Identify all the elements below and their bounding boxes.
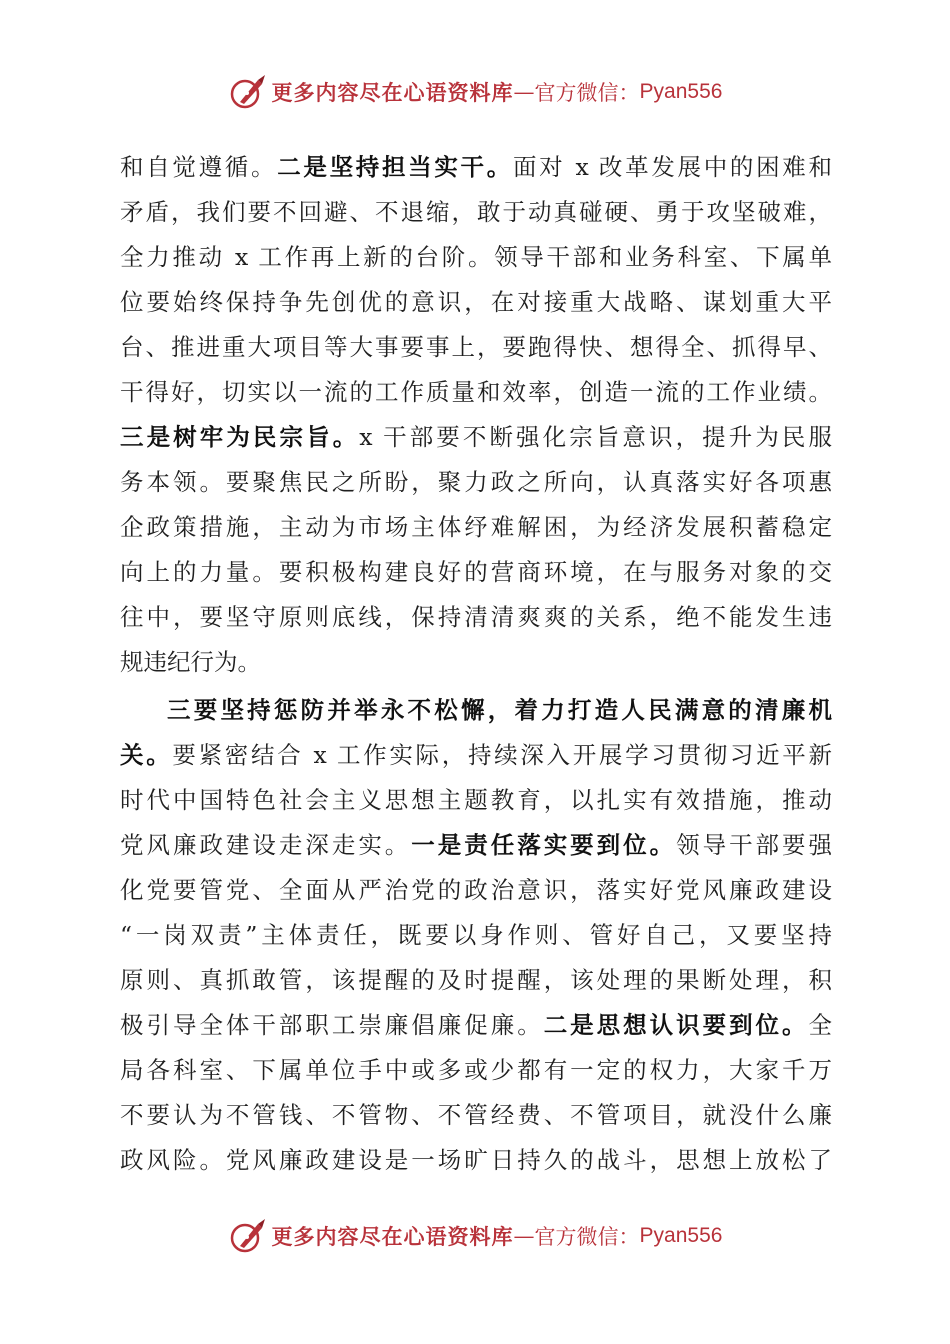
text-line: 企政策措施，主动为市场主体纾难解困，为经济发展积蓄稳定 (120, 513, 832, 541)
text-line: 干得好，切实以一流的工作质量和效率，创造一流的工作业绩。 (120, 378, 832, 406)
document-body (120, 145, 832, 1183)
text-line: 向上的力量。要积极构建良好的营商环境，在与服务对象的交 (120, 558, 832, 586)
text-run: 和自觉遵循。 (120, 153, 278, 181)
header-wechat-id: Pyan556 (639, 80, 723, 103)
text-line (120, 145, 832, 190)
pen-nib-circle-icon (228, 1216, 268, 1256)
text-line: “一岗双责”主体责任，既要以身作则、管好自己，又要坚持 (120, 921, 832, 949)
footer-wechat-id: Pyan556 (639, 1224, 723, 1247)
text-line: 规违纪行为。 (120, 648, 261, 676)
text-line: 往中，要坚守原则底线，保持清清爽爽的关系，绝不能发生违 (120, 603, 832, 631)
bold-heading: 关。 (120, 741, 173, 769)
text-run: 党风廉政建设走深走实。 (120, 831, 412, 859)
text-line: 化党要管党、全面从严治党的政治意识，落实好党风廉政建设 (120, 876, 832, 904)
bold-heading: 二是坚持担当实干。 (277, 153, 513, 181)
text-run: 极引导全体干部职工崇廉倡廉促廉。 (120, 1011, 544, 1039)
bold-heading: 二是思想认识要到位。 (543, 1011, 809, 1039)
header-dash: — (513, 80, 535, 104)
footer-banner (0, 1214, 950, 1258)
text-line: 全力推动 x 工作再上新的台阶。领导干部和业务科室、下属单 (120, 243, 832, 271)
header-brand-text: 更多内容尽在心语资料库 (271, 80, 514, 105)
text-line: 台、推进重大项目等大事要事上，要跑得快、想得全、抓得早、 (120, 333, 832, 361)
text-run: 全 (808, 1011, 833, 1039)
text-line: 原则、真抓敢管，该提醒的及时提醒，该处理的果断处理，积 (120, 966, 832, 994)
text-line: 位要始终保持争先创优的意识，在对接重大战略、谋划重大平 (120, 288, 832, 316)
text-run: 要紧密结合 x 工作实际，持续深入开展学习贯彻习近平新 (172, 741, 833, 769)
text-line (120, 415, 832, 460)
text-line: 时代中国特色社会主义思想主题教育，以扎实有效措施，推动 (120, 786, 832, 814)
text-line: 矛盾，我们要不回避、不退缩，敢于动真碰硬、勇于攻坚破难， (120, 198, 832, 226)
header-banner (0, 70, 950, 114)
text-line (120, 688, 832, 733)
bold-heading: 一是责任落实要到位。 (411, 831, 677, 859)
text-line (120, 823, 832, 868)
text-line: 局各科室、下属单位手中或多或少都有一定的权力，大家千万 (120, 1056, 832, 1084)
bold-heading: 三是树牢为民宗旨。 (120, 423, 360, 451)
text-line (120, 1003, 832, 1048)
text-line: 政风险。党风廉政建设是一场旷日持久的战斗，思想上放松了 (120, 1146, 832, 1174)
bold-heading: 三要坚持惩防并举永不松懈，着力打造人民满意的清廉机 (167, 696, 832, 724)
text-run: 面对 x 改革发展中的困难和 (512, 153, 833, 181)
text-run: x 干部要不断强化宗旨意识，提升为民服 (359, 423, 833, 451)
text-line: 务本领。要聚焦民之所盼，聚力政之所向，认真落实好各项惠 (120, 468, 832, 496)
text-line: 不要认为不管钱、不管物、不管经费、不管项目，就没什么廉 (120, 1101, 832, 1129)
footer-wechat-label: 官方微信： (534, 1225, 640, 1249)
pen-nib-circle-icon (228, 72, 268, 112)
header-wechat-label: 官方微信： (534, 81, 640, 105)
footer-brand-text: 更多内容尽在心语资料库 (271, 1224, 514, 1249)
footer-dash: — (513, 1224, 535, 1248)
text-run: 领导干部要强 (676, 831, 833, 859)
text-line (120, 733, 832, 778)
